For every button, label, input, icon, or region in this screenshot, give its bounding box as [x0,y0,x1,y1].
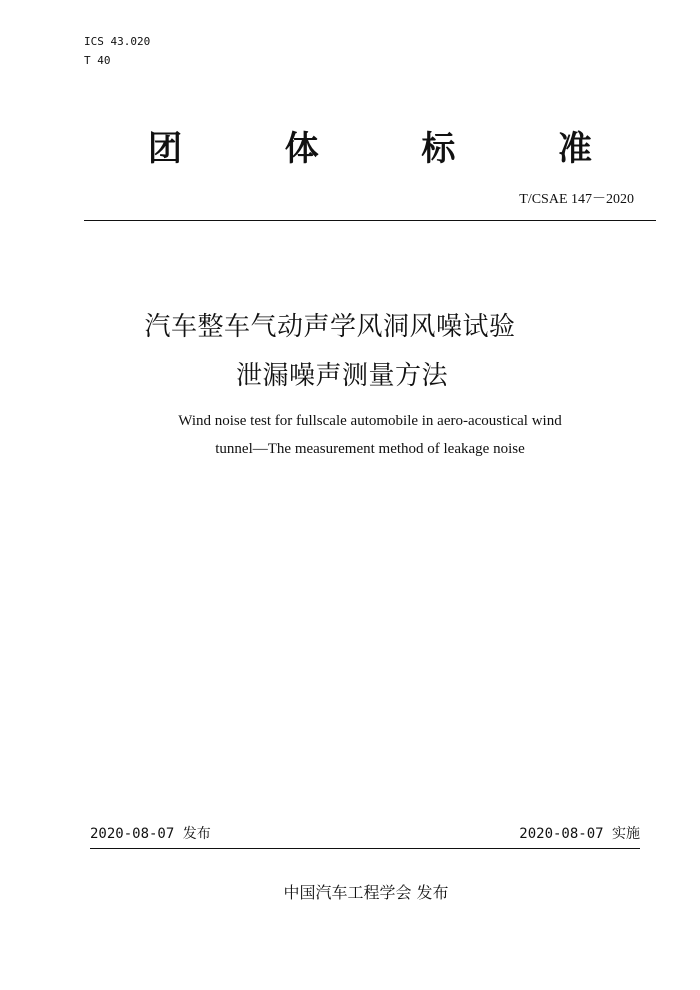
heading-char: 准 [557,129,592,169]
chinese-title-line-1: 汽车整车气动声学风洞风噪试验 [144,312,516,342]
ccs-code: T 40 [84,54,111,67]
chinese-title-line-2: 泄漏噪声测量方法 [235,361,448,391]
publisher: 中国汽车工程学会 发布 [283,883,449,902]
implementation-date: 2020-08-07 实施 [519,826,640,842]
english-title-line-2: tunnel—The measurement method of leakage noise [215,441,525,457]
header-divider [84,220,656,221]
heading-char: 体 [284,129,319,169]
standard-number: T/CSAE 147－2020 [519,192,634,207]
english-title-line-1: Wind noise test for fullscale automobile in aero-acoustical wind [178,413,562,429]
footer-divider [90,848,640,849]
heading-char: 团 [148,129,182,169]
issue-date: 2020-08-07 发布 [90,826,211,842]
document-type-heading [135,128,605,170]
heading-char: 标 [421,129,456,169]
ics-code: ICS 43.020 [84,35,151,48]
